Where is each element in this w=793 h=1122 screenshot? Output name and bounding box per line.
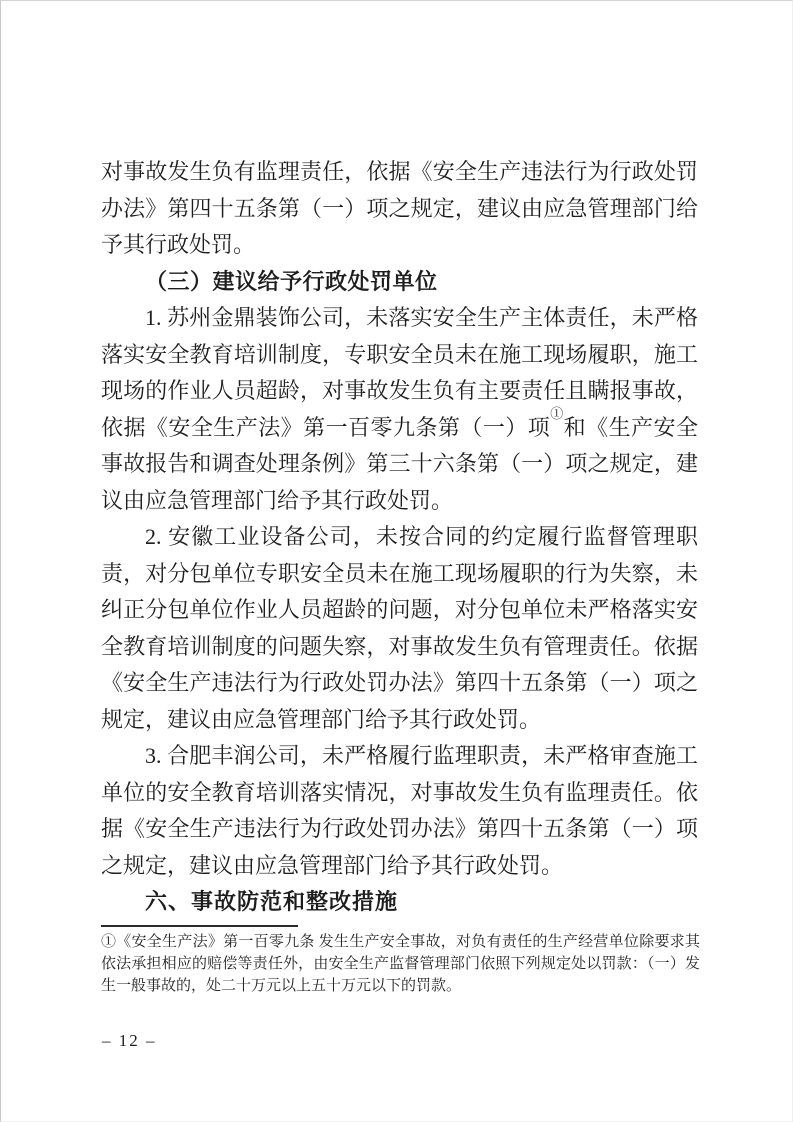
item-1-text-post: 和《生产安全事故报告和调查处理条例》第三十六条第（一）项之规定，建议由应急管理部门给予其行政处罚。 [101,414,698,513]
paragraph-item-1 [101,300,698,519]
section-6-heading: 六、事故防范和整改措施 [145,889,399,914]
paragraph-item-3: 3. 合肥丰润公司，未严格履行监理职责，未严格审查施工单位的安全教育培训落实情况，对事故发生负有监理责任。依据《安全生产违法行为行政处罚办法》第四十五条第（一）项之规定，建议由应急管理部门给予其行政处罚。 [101,743,698,878]
paragraph-continuation: 对事故发生负有监理责任，依据《安全生产违法行为行政处罚办法》第四十五条第（一）项之规定，建议由应急管理部门给予其行政处罚。 [101,159,698,257]
footnote-text: 《安全生产法》第一百零九条 发生生产安全事故，对负有责任的生产经营单位除要求其依法承担相应的赔偿等责任外，由安全生产监督管理部门依照下列规定处以罚款：（一）发生一般事故的，处二十万元以上五十万元以下的罚款。 [101,934,700,994]
section-3-heading: （三）建议给予行政处罚单位 [145,268,438,294]
footnote-separator [101,925,298,927]
paragraph-item-2: 2. 安徽工业设备公司，未按合同的约定履行监督管理职责，对分包单位专职安全员未在施工现场履职的行为失察，未纠正分包单位作业人员超龄的问题，对分包单位未严格落实安全教育培训制度的问题失察，对事故发生负有管理责任。依据《安全生产违法行为行政处罚办法》第四十五条第（一）项之规定，建议由应急管理部门给予其行政处罚。 [101,524,698,732]
document-body [101,154,698,921]
footnote [101,931,700,997]
page-number: – 12 – [102,1031,157,1050]
footnote-reference-mark: ① [550,406,564,422]
footnote-marker: ① [101,934,117,950]
item-1-text-pre: 1. 苏州金鼎装饰公司，未落实安全生产主体责任，未严格落实安全教育培训制度，专职安全员未在施工现场履职，施工现场的作业人员超龄，对事故发生负有主要责任且瞒报事故，依据《安全生产法》第一百零九条第（一）项 [101,305,698,440]
